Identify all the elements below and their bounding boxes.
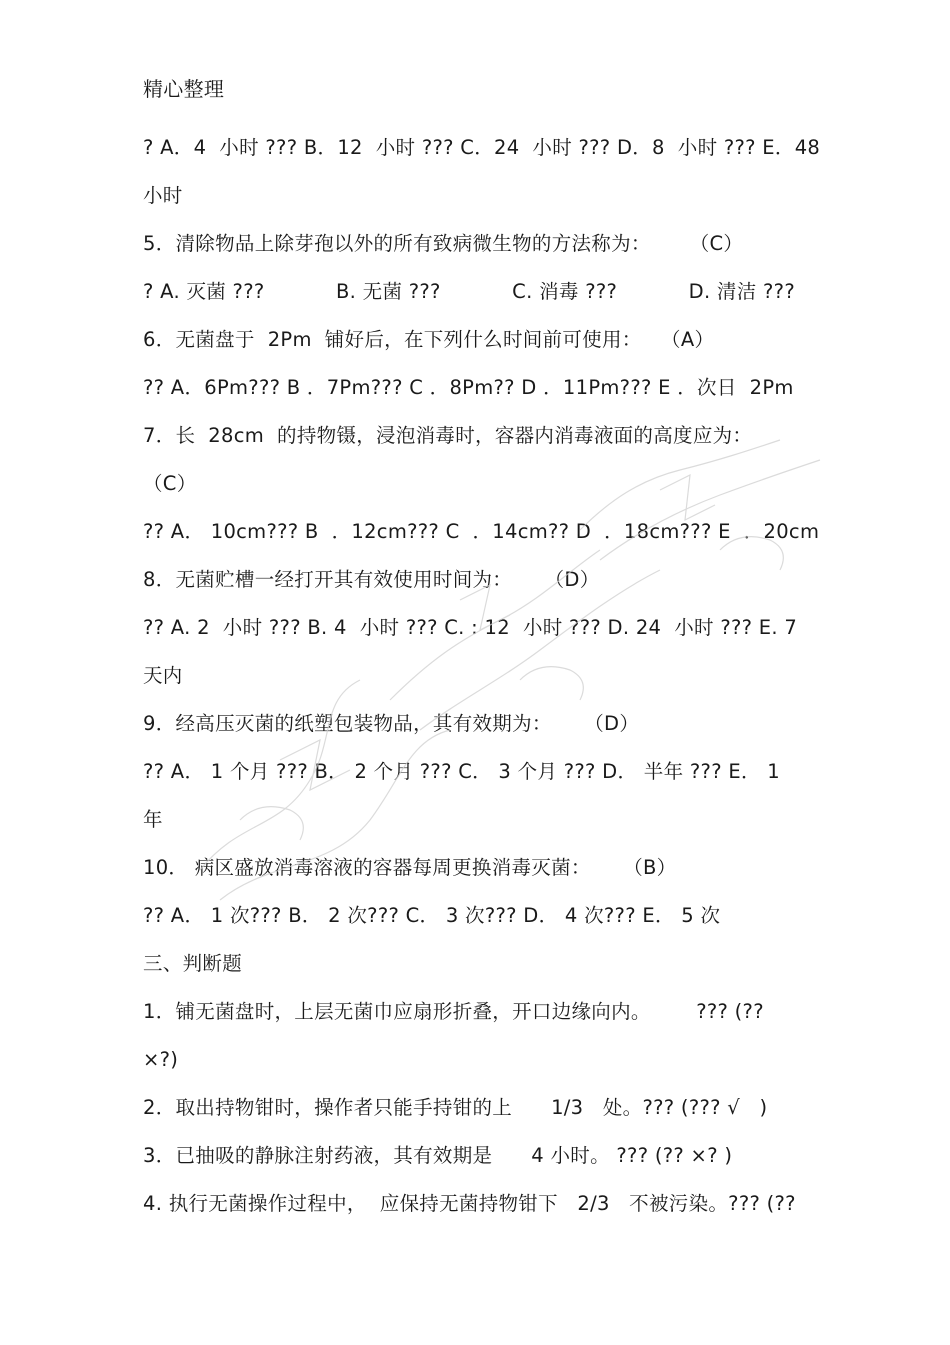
page-header: 精心整理: [143, 77, 225, 101]
question-8-options-cont: 天内: [143, 664, 183, 687]
question-8: 8．无菌贮槽一经打开其有效使用时间为： （D）: [143, 568, 600, 591]
judgment-1: 1．铺无菌盘时，上层无菌巾应扇形折叠，开口边缘向内。 ??? (??: [143, 1000, 764, 1023]
question-10-options: ?? A． 1 次??? B． 2 次??? C． 3 次??? D． 4 次??? E． 5 次: [143, 904, 721, 927]
judgment-1-answer: ×?): [143, 1048, 179, 1071]
judgment-2: 2．取出持物钳时，操作者只能手持钳的上 1/3 处。??? (??? √ ): [143, 1096, 768, 1119]
section-heading: 三、判断题: [143, 952, 243, 975]
question-9: 9．经高压灭菌的纸塑包装物品，其有效期为： （D）: [143, 712, 640, 735]
question-6-options: ?? A．6Pm??? B ．7Pm??? C ．8Pm?? D ．11Pm??? E ．次日 2Pm: [143, 376, 794, 399]
question-5: 5．清除物品上除芽孢以外的所有致病微生物的方法称为： （C）: [143, 232, 744, 255]
question-9-options: ?? A． 1 个月 ??? B． 2 个月 ??? C． 3 个月 ??? D． 半年 ??? E． 1: [143, 760, 780, 783]
question-4-options: ? A．4 小时 ??? B．12 小时 ??? C．24 小时 ??? D．8 小时 ??? E．48: [143, 136, 821, 159]
judgment-4: 4. 执行无菌操作过程中， 应保持无菌持物钳下 2/3 不被污染。??? (??: [143, 1192, 796, 1215]
question-10: 10． 病区盛放消毒溶液的容器每周更换消毒灭菌： （B）: [143, 856, 677, 879]
question-8-options: ?? A. 2 小时 ??? B. 4 小时 ??? C. : 12 小时 ??? D. 24 小时 ??? E. 7: [143, 616, 798, 639]
judgment-3: 3．已抽吸的静脉注射药液，其有效期是 4 小时。 ??? (?? ×? ): [143, 1144, 733, 1167]
question-7-answer: （C）: [143, 472, 197, 495]
question-5-options: ? A. 灭菌 ??? B. 无菌 ??? C. 消毒 ??? D. 清洁 ???: [143, 280, 795, 303]
question-7-options: ?? A． 10cm??? B ．12cm??? C ．14cm?? D ．18cm??? E ．20cm: [143, 520, 820, 543]
question-6: 6．无菌盘于 2Pm 铺好后，在下列什么时间前可使用： （A）: [143, 328, 715, 351]
watermark-decoration: [160, 400, 860, 920]
question-9-options-cont: 年: [143, 808, 163, 831]
question-4-options-cont: 小时: [143, 184, 183, 207]
question-7: 7．长 28cm 的持物镊，浸泡消毒时，容器内消毒液面的高度应为：: [143, 424, 753, 447]
